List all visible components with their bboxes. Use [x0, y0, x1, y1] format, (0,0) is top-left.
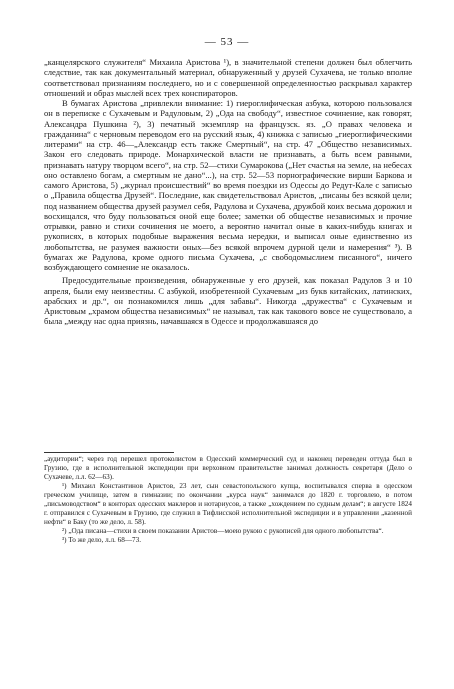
paragraph: „канцелярского служителя“ Михаила Аристова ¹), в значительной степени должен был облегчить следствие, так как документальный материал, обнаруженный у друзей Сухачева, не только вполне соответствовал признаниям последнего, но и с совершенной определенностью раскрывал характер отношений и образ мыслей всех трех конспираторов. — [44, 57, 412, 98]
footnote: ¹) Михаил Константинов Аристов, 23 лет, сын севастопольского купца, воспитывался сперва в одесском греческом училище, затем в гимназии; по окончании „курса наук“ занимался до 1820 г. торговлею, в потом „письмоводством“ в конторах одесских маклеров и нотариусов, а также „хождением по судным делам“; в августе 1824 г. отправился с Сухачевым в Грузию, где служил в Тифлисской исполнительной экспедиции и в управлении „казенной нефти“ в Баку (то же дело, л. 58). — [44, 481, 412, 526]
page-number: — 53 — — [204, 36, 250, 48]
paragraph: В бумагах Аристова „привлекли внимание: 1) гиероглифическая азбука, которою пользовался он в переписке с Сухачевым и Радуловым, 2) „Ода на свободу“, известное сочинение, как говорят, Александра Пушкина ²), 3) печатный экземпляр на французск. яз. „О правах человека и гражданина“ с черновым переводом его на русский язык, 4) книжка с записью „гиероглифическими литерами“ на стр. 46—„Александр есть также Смертный“, на стр. 47 „Общество независимых. Закон его следовать природе. Монархической власти не признавать, а быть всем равными, признавать натуру творцом всего“, на стр. 52—стихи Сумарокова („Нет счастья на земле, на небесах оно оставлено богам, а смертным не дано“...), на стр. 52—53 порнографические вирши Баркова и самого Аристова, 5) „журнал происшествий“ во время поездки из Одессы до Редут-Кале с записью о „Правила общества Друзей“. Последние, как свидетельствовал Аристов, „писаны без всякой цели; под названием общества друзей разумел себя, Радулова и Сухачева, дружбой коих весьма дорожил и восхищался, что буду пользоваться оной еще более; заметки об обществе независимых и прочие отрывки, равно и стихи сочинения не моего, а вероятно начитал оные в каких-нибудь книгах и рукописях, в которых подобные выражения весьма нередки, и выписал оные единственно из любопытства, не разумея важности оных—без всякой впрочем дурной цели и намерения“ ³). В бумагах же Радулова, кроме одного письма Сухачева, „с свободомыслием писанного“, ничего возбуждающего сомнение не оказалось. — [44, 98, 412, 272]
footnote-separator — [44, 452, 174, 453]
main-text — [44, 57, 412, 327]
paragraph: Предосудительные произведения, обнаруженные у его друзей, как показал Радулов 3 и 10 апреля, были ему неизвестны. С азбукой, изобретенной Сухачевым „из букв китайских, латинских, арабских и др.“, он познакомился лишь „для забавы“. Никогда „дружества“ с Сухачевым и Аристовым „храмом общества независимых“ не называл, так как такового вовсе не существовало, а была „между нас одна приязнь, начавшаяся в Одессе и продолжавшаяся до — [44, 275, 412, 327]
footnote: „аудитории“; через год перешел протоколистом в Одесский коммерческий суд и наконец переведен оттуда был в Грузию, где в исполнительной экспедиции при верховном правительстве занимал должность секретаря (Дело о Сухачеве, л.л. 62—63). — [44, 455, 412, 481]
footnotes — [44, 455, 412, 545]
footnote: ³) То же дело, л.л. 68—73. — [62, 535, 141, 544]
footnote: ²) „Ода писана—стихи в своем показании Аристов—моею рукою с рукописей для одного любопытства“. — [62, 526, 384, 535]
